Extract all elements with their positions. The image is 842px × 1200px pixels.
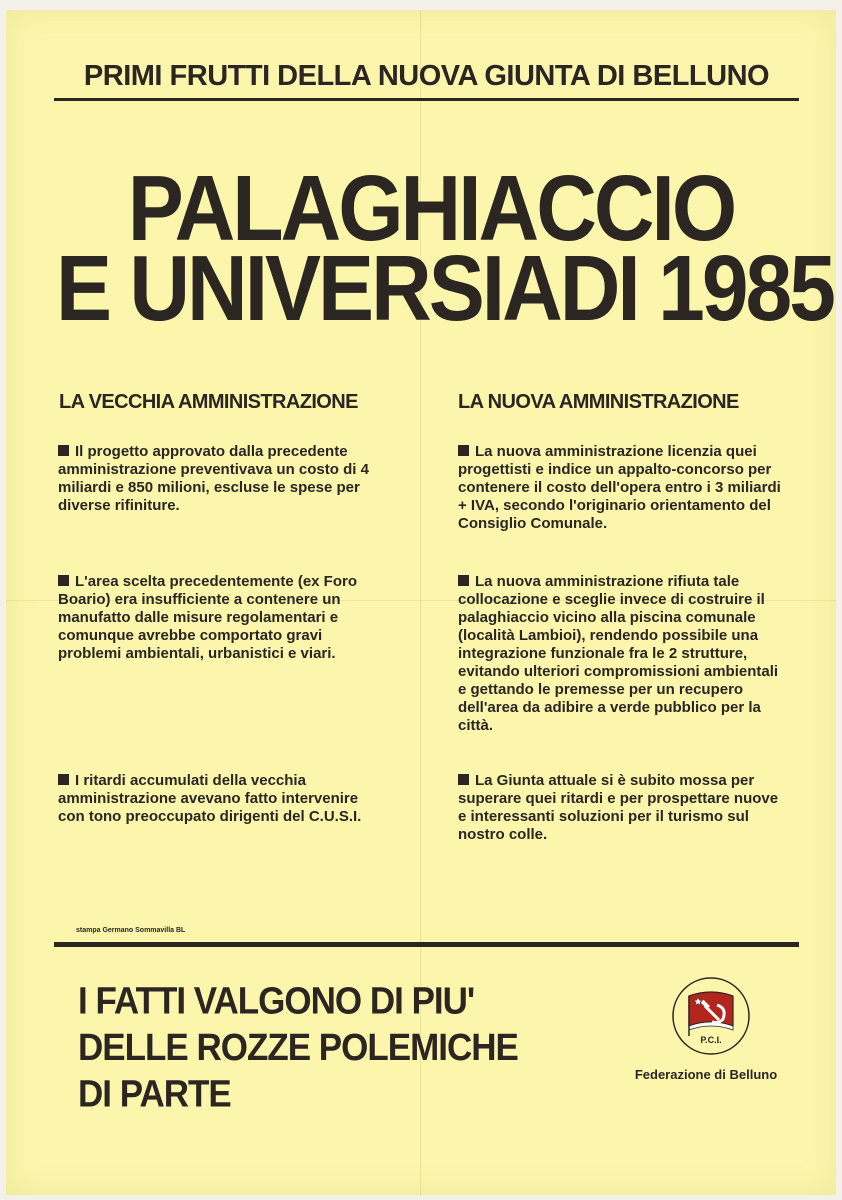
- logo-text: P.C.I.: [700, 1035, 722, 1045]
- slogan-line-2: DELLE ROZZE POLEMICHE: [78, 1026, 518, 1069]
- bullet-square-icon: [58, 445, 69, 456]
- slogan: [78, 978, 598, 1117]
- poster: [6, 10, 836, 1195]
- left-item-2: [58, 573, 388, 663]
- right-item-2: [458, 573, 788, 735]
- poster-header: PRIMI FRUTTI DELLA NUOVA GIUNTA DI BELLUNO: [83, 60, 770, 92]
- right-column-heading: LA NUOVA AMMINISTRAZIONE: [458, 391, 739, 413]
- footer-rule: [54, 942, 799, 947]
- left-item-3-text: I ritardi accumulati della vecchia amministrazione avevano fatto intervenire con tono preoccupato dirigenti del C.U.S.I.: [58, 772, 362, 825]
- bullet-square-icon: [58, 774, 69, 785]
- printer-credit: stampa Germano Sommavilla BL: [76, 927, 186, 934]
- bullet-square-icon: [458, 774, 469, 785]
- bullet-square-icon: [58, 575, 69, 586]
- left-item-1: [58, 443, 388, 515]
- slogan-line-1: I FATTI VALGONO DI PIU': [78, 980, 475, 1023]
- right-item-1: [458, 443, 788, 533]
- federation-label: Federazione di Belluno: [634, 1067, 778, 1082]
- bullet-square-icon: [458, 575, 469, 586]
- pci-hammer-sickle-flag-icon: [671, 976, 751, 1056]
- right-item-3-text: La Giunta attuale si è subito mossa per superare quei ritardi e per prospettare nuove e interessanti soluzioni per il turismo sul nostro colle.: [458, 772, 779, 843]
- bullet-square-icon: [458, 445, 469, 456]
- right-item-3: [458, 772, 788, 844]
- right-item-1-text: La nuova amministrazione licenzia quei progettisti e indice un appalto-concorso per contenere il costo dell'opera entro i 3 miliardi + IVA, secondo l'originario orientamento del Consiglio Comunale.: [458, 443, 781, 532]
- title-line-2: E UNIVERSIADI 1985: [56, 236, 833, 340]
- right-item-2-text: La nuova amministrazione rifiuta tale collocazione e sceglie invece di costruire il palaghiaccio vicino alla piscina comunale (località Lambioi), rendendo possibile una integrazione funzionale fra le 2 strutture, evitando ulteriori compromissioni ambientali e gettando le premesse per un recupero dell'area da adibire a verde pubblico per la città.: [458, 573, 779, 734]
- header-rule: [54, 98, 799, 101]
- left-column-heading: LA VECCHIA AMMINISTRAZIONE: [59, 391, 358, 413]
- left-item-3: [58, 772, 388, 826]
- slogan-line-3: DI PARTE: [78, 1073, 231, 1116]
- left-item-2-text: L'area scelta precedentemente (ex Foro Boario) era insufficiente a contenere un manufatto dalle misure regolamentari e comunque avrebbe comportato gravi problemi ambientali, urbanistici e viari.: [58, 573, 358, 662]
- title-line-1: PALAGHIACCIO: [127, 156, 735, 260]
- left-item-1-text: Il progetto approvato dalla precedente amministrazione preventivava un costo di 4 miliardi e 850 milioni, escluse le spese per diverse rifiniture.: [58, 443, 369, 514]
